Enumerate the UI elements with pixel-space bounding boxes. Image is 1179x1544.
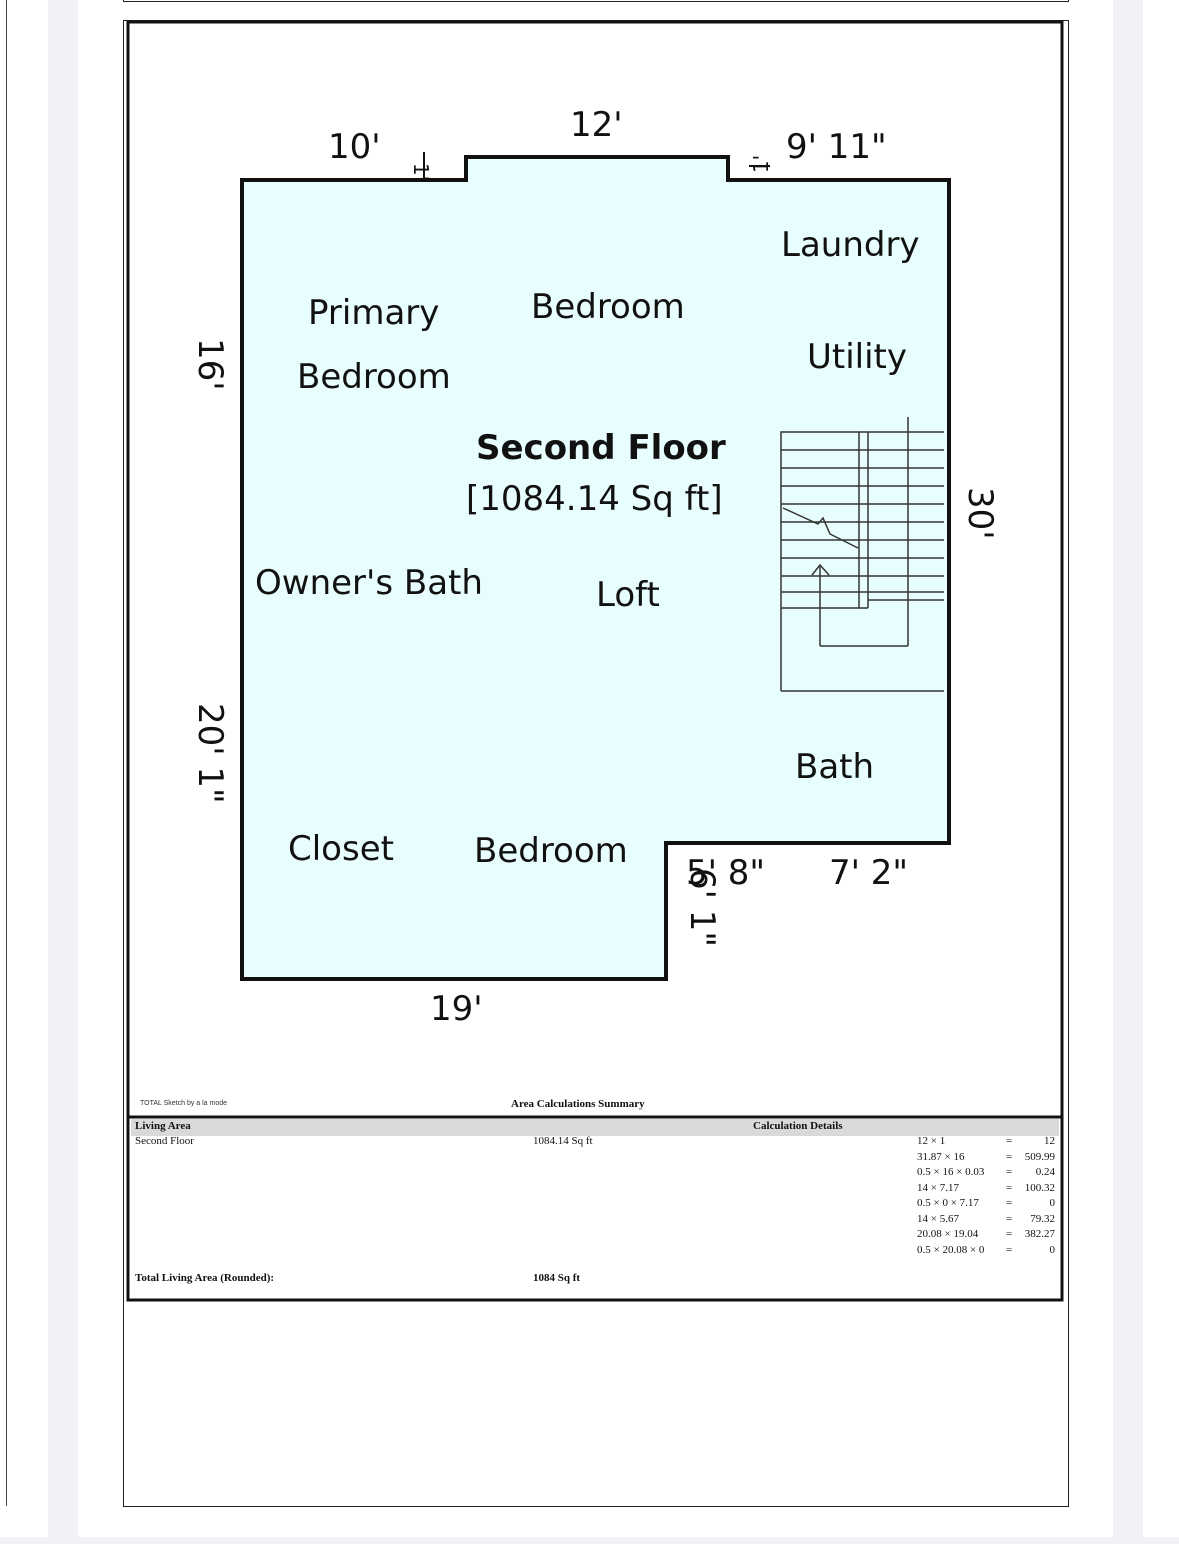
calc-result: 0.24 xyxy=(1035,1166,1055,1178)
calc-expression: 0.5 × 16 × 0.03 xyxy=(917,1166,985,1178)
total-label: Total Living Area (Rounded): xyxy=(135,1272,275,1284)
room-laundry: Laundry xyxy=(781,225,920,265)
calc-expression: 14 × 5.67 xyxy=(917,1212,959,1225)
dim-notch-bottom-horizontal: 5' 8" xyxy=(686,853,766,893)
room-bedroom-top: Bedroom xyxy=(531,287,685,327)
calc-expression: 0.5 × 0 × 7.17 xyxy=(917,1197,979,1209)
dim-bottom-right: 7' 2" xyxy=(829,853,909,893)
calc-equals: = xyxy=(1006,1197,1013,1209)
calc-equals: = xyxy=(1006,1212,1013,1225)
dim-top-left: 10' xyxy=(328,127,381,167)
calc-expression: 12 × 1 xyxy=(917,1135,946,1147)
dim-top-right: 9' 11" xyxy=(786,127,887,167)
total-value: 1084 Sq ft xyxy=(533,1272,581,1284)
dim-notch-vertical: 6' 1" xyxy=(682,868,722,948)
dim-notch-right: 1' xyxy=(749,154,774,174)
plan-area: [1084.14 Sq ft] xyxy=(466,479,723,519)
room-bath: Bath xyxy=(795,747,875,787)
calc-equals: = xyxy=(1006,1243,1013,1256)
dim-top-middle: 12' xyxy=(570,105,623,145)
calc-expression: 14 × 7.17 xyxy=(917,1181,959,1194)
calc-result: 79.32 xyxy=(1030,1212,1055,1225)
room-owners-bath: Owner's Bath xyxy=(255,563,483,603)
dim-right: 30' xyxy=(960,487,1000,540)
calc-result: 0 xyxy=(1049,1197,1055,1209)
dim-bottom: 19' xyxy=(430,989,483,1029)
calc-result: 0 xyxy=(1049,1243,1055,1256)
calc-equals: = xyxy=(1006,1150,1013,1163)
room-primary-bedroom: Bedroom xyxy=(297,357,451,397)
calc-equals: = xyxy=(1006,1228,1013,1240)
plan-title: Second Floor xyxy=(476,428,726,468)
calc-equals: = xyxy=(1006,1135,1013,1147)
room-closet: Closet xyxy=(288,829,394,869)
room-utility: Utility xyxy=(807,337,908,377)
calc-equals: = xyxy=(1006,1181,1013,1194)
sketch-credit: TOTAL Sketch by a la mode xyxy=(140,1100,228,1107)
room-bedroom-bottom: Bedroom xyxy=(474,831,628,871)
calc-expression: 31.87 × 16 xyxy=(917,1150,965,1163)
dim-left-lower: 20' 1" xyxy=(190,703,230,804)
dim-notch-left: 1' xyxy=(409,162,434,182)
living-area-header: Living Area xyxy=(135,1120,191,1132)
row-area: 1084.14 Sq ft xyxy=(533,1135,593,1147)
calc-expression: 0.5 × 20.08 × 0 xyxy=(917,1243,985,1256)
room-primary: Primary xyxy=(308,293,440,333)
calc-result: 12 xyxy=(1044,1135,1055,1147)
calc-expression: 20.08 × 19.04 xyxy=(917,1228,979,1240)
calc-result: 509.99 xyxy=(1024,1150,1055,1163)
row-name: Second Floor xyxy=(135,1135,194,1147)
calc-result: 382.27 xyxy=(1024,1228,1055,1240)
calc-details-header: Calculation Details xyxy=(753,1120,843,1132)
summary-title: Area Calculations Summary xyxy=(511,1098,645,1110)
calc-result: 100.32 xyxy=(1024,1181,1055,1194)
footer-header-bar xyxy=(131,1119,1059,1136)
room-loft: Loft xyxy=(596,575,660,615)
dim-left-upper: 16' xyxy=(190,338,230,391)
calc-equals: = xyxy=(1006,1166,1013,1178)
